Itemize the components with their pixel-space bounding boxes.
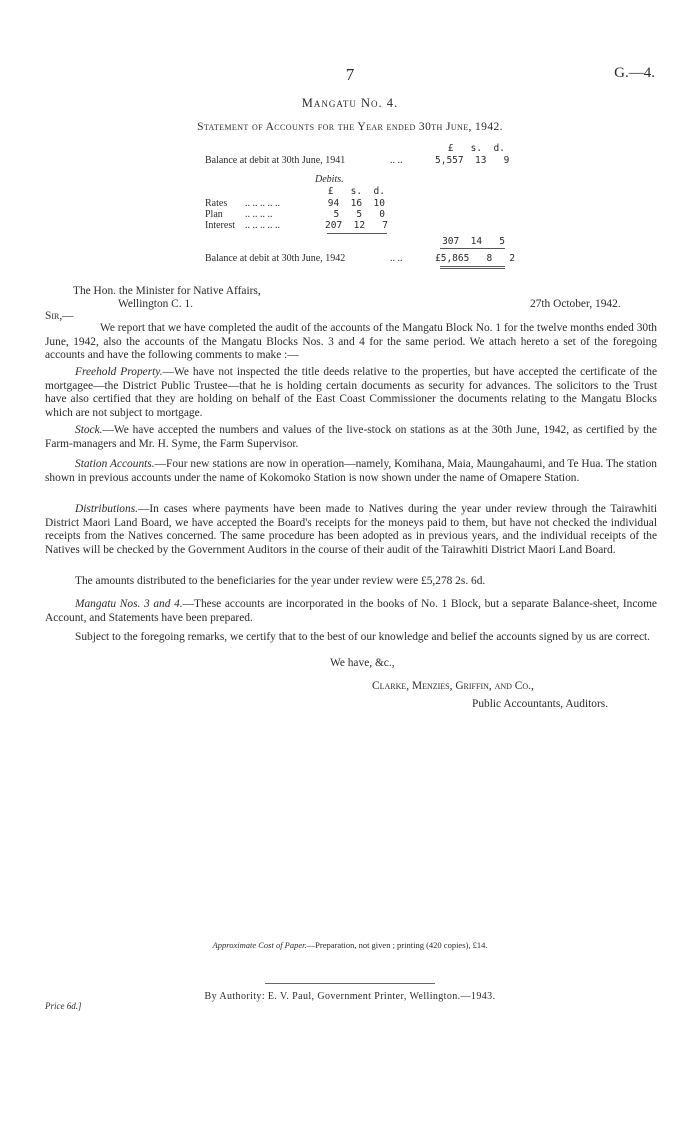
debit-label: Rates xyxy=(205,198,228,209)
signatory: Clarke, Menzies, Griffin, and Co., xyxy=(372,680,534,692)
paragraph-heading: Freehold Property. xyxy=(75,366,163,378)
paragraph-freehold: Freehold Property.—We have not inspected the title deeds relative to the properties, but have accepted the certificate of the mortgagee—the District Public Trustee—that he is holding certain documents as security for advances. The solicitors to the Trust have also certified that they are holding on behalf of the East Coast Commissioner the documents relating to the Mangatu Blocks which are not subject to mortgage. xyxy=(45,366,658,419)
page-title: Mangatu No. 4. xyxy=(301,96,399,110)
statement-subtitle: Statement of Accounts for the Year ended 30th June, 1942. xyxy=(197,121,503,133)
opening-balance-row xyxy=(205,155,510,168)
paragraph-stock: Stock.—We have accepted the numbers and values of the live-stock on stations as at the 30th June, 1942, as certified by the Farm-managers and Mr. H. Syme, the Farm Supervisor. xyxy=(45,424,657,450)
debits-heading: Debits. xyxy=(315,174,344,185)
salutation: Sir,— xyxy=(45,310,74,322)
letter-closing: We have, &c., xyxy=(330,657,395,669)
paragraph-heading: Mangatu Nos. 3 and 4. xyxy=(75,598,183,610)
leader-dots: .. .. .. .. .. xyxy=(245,220,280,231)
paragraph-stations: Station Accounts.—Four new stations are now in operation—namely, Komihana, Maia, Maungahaumi, and Te Hua. The station shown in previous accounts under the name of Kokomoko Station is now shown under the name of Omapere Station. xyxy=(45,458,657,484)
currency-header: £ s. d. xyxy=(447,143,505,154)
subtotal-rule xyxy=(327,233,387,234)
double-rule-top xyxy=(440,266,505,267)
paragraph-amounts: The amounts distributed to the beneficiaries for the year under review were £5,278 2s. 6d. xyxy=(75,575,486,587)
paragraph-heading: Stock. xyxy=(75,424,103,436)
leader-dots: .. .. xyxy=(390,253,403,264)
paragraph-intro: We report that we have completed the audit of the accounts of the Mangatu Block No. 1 for the twelve months ended 30th June, 1942, also the accounts of the Mangatu Blocks Nos. 3 and 4 for the same period. We attach hereto a set of the foregoing accounts and have the following comments to make :— xyxy=(45,322,657,362)
page-number: 7 xyxy=(345,65,355,84)
paragraph-heading: Station Accounts. xyxy=(75,458,155,470)
price-label: Price 6d.] xyxy=(45,1001,82,1011)
closing-balance-row xyxy=(205,253,516,266)
debit-label: Interest xyxy=(205,220,235,231)
double-rule-bottom xyxy=(440,268,505,269)
paragraph-heading: Distributions. xyxy=(75,503,138,515)
printer-authority: By Authority: E. V. Paul, Government Printer, Wellington.—1943. xyxy=(204,991,496,1002)
cost-label: Approximate Cost of Paper. xyxy=(212,940,307,950)
debit-label: Plan xyxy=(205,209,223,220)
opening-balance-label: Balance at debit at 30th June, 1941 xyxy=(205,155,346,166)
paragraph-mangatu: Mangatu Nos. 3 and 4.—These accounts are incorporated in the books of No. 1 Block, but a separate Balance-sheet, Income Account, and Statements have been prepared. xyxy=(45,598,657,624)
leader-dots: .. .. .. .. xyxy=(245,209,273,220)
leader-dots: .. .. .. .. .. xyxy=(245,198,280,209)
debits-currency-header: £ s. d. xyxy=(327,186,385,197)
closing-balance-label: Balance at debit at 30th June, 1942 xyxy=(205,253,346,264)
debit-amount: 5 5 0 xyxy=(333,209,385,220)
leader-dots: .. .. xyxy=(390,155,403,166)
debit-amount: 207 12 7 xyxy=(325,220,388,231)
signatory-role: Public Accountants, Auditors. xyxy=(472,698,609,710)
cost-text: —Preparation, not given ; printing (420 copies), £14. xyxy=(306,940,488,950)
footer-rule xyxy=(265,983,435,984)
debit-amount: 94 16 10 xyxy=(327,198,385,209)
document-reference: G.—4. xyxy=(614,65,655,81)
addressee-line-1: The Hon. the Minister for Native Affairs, xyxy=(73,285,261,297)
debit-row-interest xyxy=(205,220,505,233)
debits-total: 307 14 5 xyxy=(442,236,505,247)
addressee-line-2: Wellington C. 1. xyxy=(118,298,194,310)
opening-balance-amount: 5,557 13 9 xyxy=(435,155,510,166)
total-rule xyxy=(440,248,505,249)
paragraph-distributions: Distributions.—In cases where payments have been made to Natives during the year under review through the Tairawhiti District Maori Land Board, we have accepted the Board's receipts for the moneys paid to them, but have not checked the individual receipts from the Natives concerned. The same procedure has been adopted as in previous years, and the individual receipts of the Natives will be checked by the Government Auditors in the course of their audit of the Tairawhiti District Maori Land Board. xyxy=(45,503,657,556)
closing-balance-amount: £5,865 8 2 xyxy=(435,253,516,264)
letter-date: 27th October, 1942. xyxy=(530,298,621,310)
paragraph-certification: Subject to the foregoing remarks, we certify that to the best of our knowledge and belief the accounts signed by us are correct. xyxy=(75,631,651,643)
cost-footnote xyxy=(0,940,700,950)
